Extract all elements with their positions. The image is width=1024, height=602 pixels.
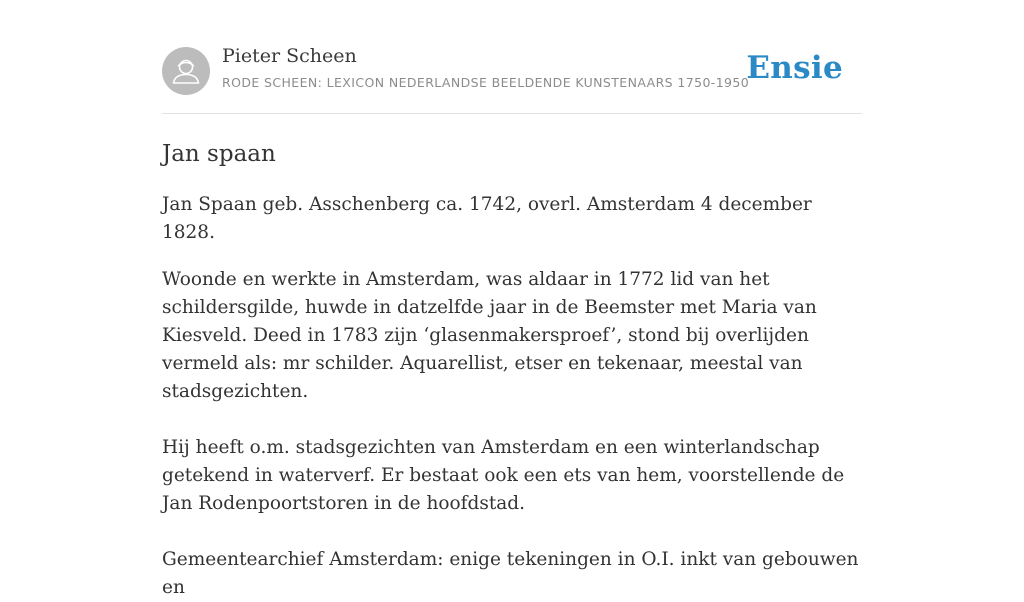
- source-title[interactable]: RODE SCHEEN: LEXICON NEDERLANDSE BEELDENDE KUNSTENAARS 1750-1950: [222, 75, 750, 90]
- page: [162, 0, 862, 602]
- article-paragraph-4: Gemeentearchief Amsterdam: enige tekeningen in O.I. inkt van gebouwen en: [162, 549, 859, 598]
- author-name[interactable]: Pieter Scheen: [222, 45, 357, 67]
- header: [162, 0, 862, 114]
- article-title: Jan spaan: [162, 141, 276, 167]
- ensie-logo[interactable]: Ensie: [746, 50, 843, 86]
- article-paragraph-2: Woonde en werkte in Amsterdam, was aldaar in 1772 lid van het schildersgilde, huwde in datzelfde jaar in de Beemster met Maria van Kiesveld. Deed in 1783 zijn ‘glasenmakersproef’, stond bij overlijden vermeld als: mr schilder. Aquarellist, etser en tekenaar, meestal van stadsgezichten.: [162, 269, 817, 402]
- article-paragraph-3: Hij heeft o.m. stadsgezichten van Amsterdam en een winterlandschap getekend in waterverf. Er bestaat ook een ets van hem, voorstellende de Jan Rodenpoortstoren in de hoofdstad.: [162, 437, 845, 514]
- user-icon: [162, 47, 210, 95]
- author-avatar[interactable]: [162, 47, 210, 95]
- article-paragraph-1: Jan Spaan geb. Asschenberg ca. 1742, overl. Amsterdam 4 december 1828.: [162, 194, 812, 243]
